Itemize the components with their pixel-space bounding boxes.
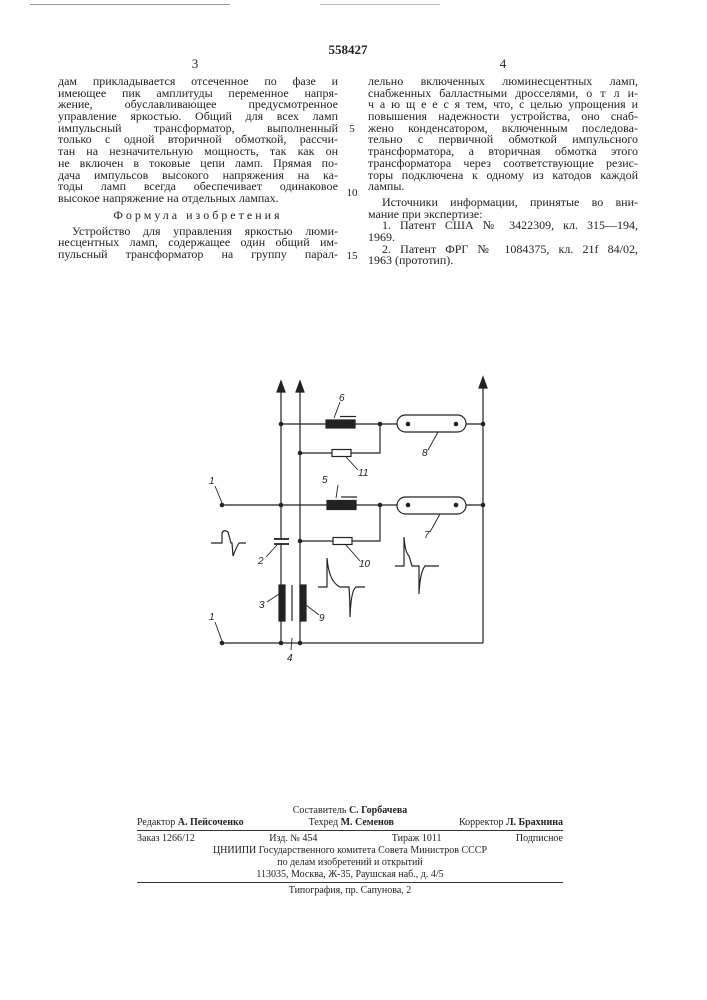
circulation: Тираж 1011 — [392, 833, 442, 845]
text-line: имеющее пик амплитуды переменное напря- — [58, 88, 338, 100]
label-3: 3 — [259, 600, 265, 611]
org-line: по делам изобретений и открытий — [137, 857, 563, 869]
arrow-icon — [479, 377, 487, 388]
line-number: 5 — [344, 123, 360, 135]
label-1-top: 1 — [209, 476, 215, 487]
arrow-icon — [296, 381, 304, 392]
staff-row: Редактор А. Пейсоченко Техред М. Семенов Корректор Л. Брахнина — [137, 817, 563, 829]
source-2: 2. Патент ФРГ № 1084375, кл. 21f 84/02, — [368, 244, 638, 256]
junction-dots — [220, 422, 486, 646]
text-line: несцентных ламп, содержащее один общий им- — [58, 237, 338, 249]
text-line: дача импульсов высокого напряжения на ка- — [58, 170, 338, 182]
corrector-name: Л. Брахнина — [506, 817, 563, 828]
column-number-left: 3 — [180, 56, 210, 72]
transformer-primary-3 — [279, 585, 285, 621]
label-5: 5 — [322, 475, 328, 486]
lamp-pulse-waveform — [395, 537, 439, 594]
resistor-10 — [333, 538, 352, 545]
text-line: лельно включенных люминесцентных ламп, — [368, 76, 638, 88]
printer-line: Типография, пр. Сапунова, 2 — [137, 885, 563, 897]
resistor-11 — [332, 450, 351, 457]
text-line: только с одной вторичной обмоткой, рассчи- — [58, 134, 338, 146]
sources-line: мание при экспертизе: — [368, 209, 638, 221]
imprint-footer — [137, 805, 563, 897]
edition-number: Изд. № 454 — [269, 833, 317, 845]
compiler-name: С. Горбачева — [349, 805, 407, 816]
label-9: 9 — [319, 613, 325, 624]
text-line: пульсный трансформатор на группу парал- — [58, 249, 338, 261]
choke-5 — [327, 501, 356, 510]
editor-name: А. Пейсоченко — [178, 817, 244, 828]
order-row — [137, 833, 563, 845]
text-line: тельно с первичной обмоткой импульсного — [368, 134, 638, 146]
source-1: 1. Патент США № 3422309, кл. 315—194, — [368, 220, 638, 232]
text-line: лампы. — [368, 181, 638, 193]
divider — [137, 830, 563, 831]
text-line: тан на незначительную мощность, так как он — [58, 146, 338, 158]
source-2-year: 1963 (прототип). — [368, 255, 638, 267]
label-6: 6 — [339, 393, 345, 404]
text-line: торы подключена к одному из катодов каждой — [368, 170, 638, 182]
order-number: Заказ 1266/12 — [137, 833, 195, 845]
label-4: 4 — [287, 653, 293, 664]
column-number-right: 4 — [488, 56, 518, 72]
text-line: управление яркостью. Общий для всех ламп — [58, 111, 338, 123]
line-number: 10 — [344, 187, 360, 199]
text-line: тоды ламп всегда обеспечивает одинаковое — [58, 181, 338, 193]
label-leaders — [215, 402, 440, 650]
resistor-pulse-waveform — [318, 558, 365, 617]
text-line: высокое напряжение на отдельных лампах. — [58, 193, 338, 205]
input-pulse-waveform — [211, 531, 246, 556]
label-8: 8 — [422, 448, 428, 459]
org-line: ЦНИИПИ Государственного комитета Совета Министров СССР — [137, 845, 563, 857]
text-line: импульсный трансформатор, выполненный — [58, 123, 338, 135]
compiler-line: Составитель С. Горбачева — [137, 805, 563, 817]
divider — [137, 882, 563, 883]
choke-6 — [326, 420, 355, 428]
text-line: дам прикладывается отсеченное по фазе и — [58, 76, 338, 88]
wire — [352, 505, 380, 541]
line-number: 15 — [344, 250, 360, 262]
text-line: жение, обуславливающее предусмотренное — [58, 99, 338, 111]
org-address: 113035, Москва, Ж-35, Раушская наб., д. 4/5 — [137, 869, 563, 881]
text-line: ч а ю щ е е с я тем, что, с целью упрощения и — [368, 99, 638, 111]
text-line: трансформатора через соответствующие резис- — [368, 158, 638, 170]
techred-name: М. Семенов — [341, 817, 394, 828]
label-10: 10 — [359, 559, 371, 570]
claims-heading: Формула изобретения — [58, 210, 338, 223]
label-1-bottom: 1 — [209, 612, 215, 623]
text-line: трансформатора, а вторичная обмотка этого — [368, 146, 638, 158]
text-line: жено конденсатором, включенным последова- — [368, 123, 638, 135]
text-line: снабженных балластными дросселями, о т л и- — [368, 88, 638, 100]
transformer-secondary-9 — [300, 585, 306, 621]
arrow-icon — [277, 381, 285, 392]
patent-number: 558427 — [318, 42, 378, 58]
source-1-year: 1969. — [368, 232, 638, 244]
text-line: повышения надежности устройства, оно снаб- — [368, 111, 638, 123]
sources-line: Источники информации, принятые во вни- — [368, 197, 638, 209]
label-11: 11 — [358, 468, 368, 479]
subscription: Подписное — [516, 833, 563, 845]
text-line: Устройство для управления яркостью люми- — [58, 226, 338, 238]
text-line: не включен в токовые цепи ламп. Прямая по- — [58, 158, 338, 170]
label-2: 2 — [257, 556, 264, 567]
label-7: 7 — [424, 530, 430, 541]
